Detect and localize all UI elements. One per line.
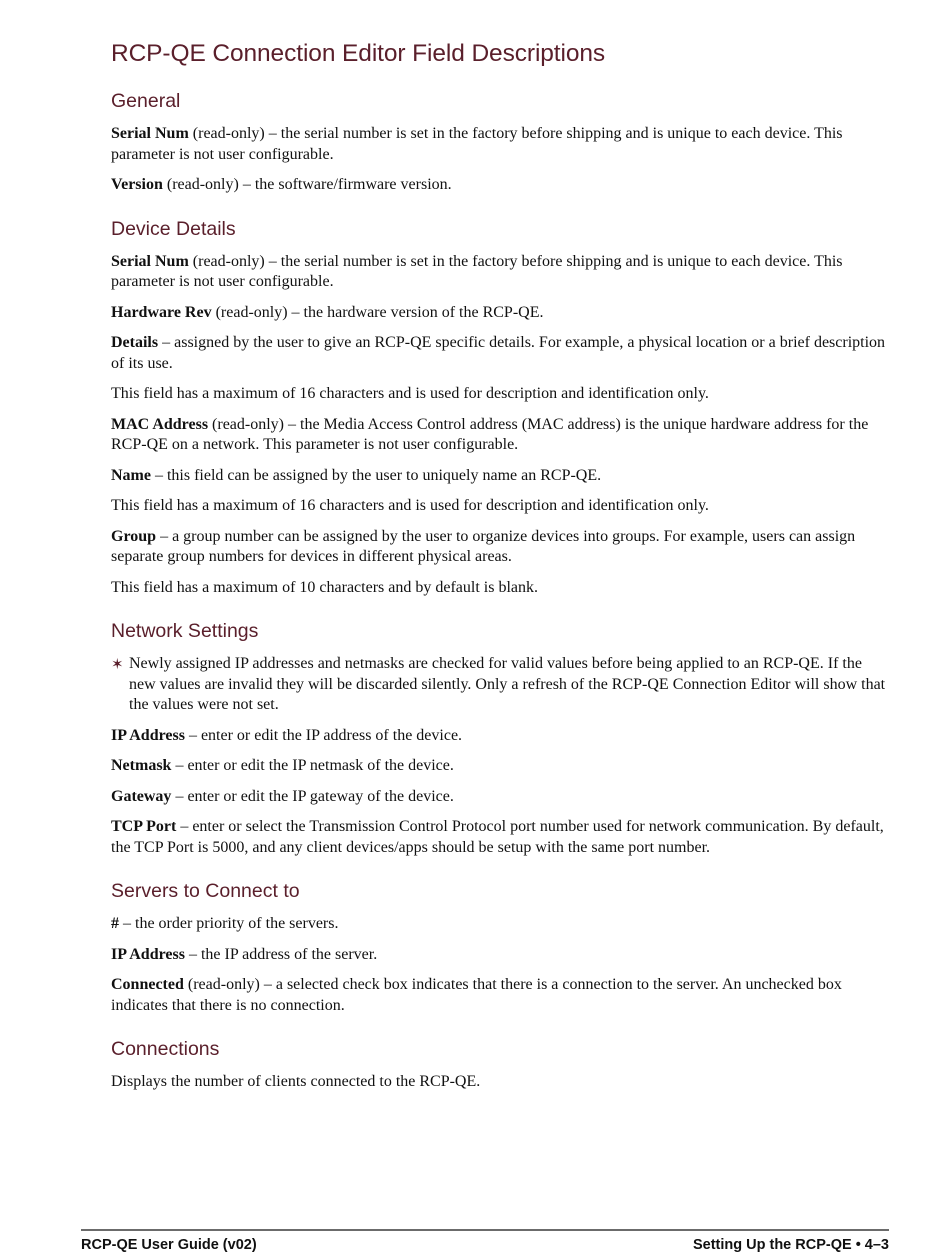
desc-ip-address: – enter or edit the IP address of the device. bbox=[184, 726, 463, 744]
section-connections bbox=[111, 1038, 891, 1093]
term-mac-address: MAC Address bbox=[111, 415, 209, 433]
page-title: RCP-QE Connection Editor Field Descriptions bbox=[111, 40, 606, 67]
desc-tcp-port: – enter or select the Transmission Control Protocol port number used for network communication. By default, the TCP Port is 5000, and any client devices/apps should be setup with the same port number. bbox=[111, 818, 884, 856]
paragraph-tcp-port bbox=[111, 817, 891, 858]
desc-version: (read-only) – the software/firmware version. bbox=[162, 176, 452, 193]
paragraph-details bbox=[111, 333, 891, 374]
section-heading-device-details: Device Details bbox=[111, 217, 236, 240]
paragraph-ip-address bbox=[111, 726, 891, 747]
desc-gateway: – enter or edit the IP gateway of the device. bbox=[171, 787, 454, 805]
paragraph-netmask bbox=[111, 756, 891, 777]
desc-hardware-rev: (read-only) – the hardware version of the RCP-QE. bbox=[211, 303, 544, 321]
section-general bbox=[111, 90, 891, 196]
term-details: Details bbox=[111, 334, 159, 351]
term-tcp-port: TCP Port bbox=[111, 818, 177, 835]
desc-connected: (read-only) – a selected check box indicates that there is a connection to the server. An unchecked box indicates that there is no connection. bbox=[111, 976, 842, 1014]
section-heading-general: General bbox=[111, 90, 181, 112]
section-servers bbox=[111, 880, 891, 1016]
section-network-settings bbox=[111, 620, 891, 858]
note-text: Newly assigned IP addresses and netmasks are checked for valid values before being applied to an RCP-QE. If the new values are invalid they will be discarded silently. Only a refresh of the RCP-QE Connection Editor will show that the values were not set. bbox=[129, 655, 886, 713]
desc-mac-address: (read-only) – the Media Access Control address (MAC address) is the unique hardware address for the RCP-QE on a network. This parameter is not user configurable. bbox=[111, 415, 869, 453]
term-priority: # bbox=[111, 915, 119, 932]
term-hardware-rev: Hardware Rev bbox=[111, 303, 212, 321]
paragraph-gateway bbox=[111, 787, 891, 808]
footer-divider bbox=[81, 1229, 889, 1231]
paragraph-connected bbox=[111, 975, 891, 1016]
paragraph-serial-num bbox=[111, 124, 891, 165]
asterisk-star-icon: ✶ bbox=[111, 655, 124, 673]
desc-priority: – the order priority of the servers. bbox=[119, 915, 339, 932]
term-serial-num: Serial Num bbox=[111, 125, 189, 142]
paragraph-mac-address bbox=[111, 415, 891, 456]
paragraph-serial-num bbox=[111, 252, 891, 293]
term-serial-num: Serial Num bbox=[111, 252, 189, 270]
desc-name: – this field can be assigned by the user to uniquely name an RCP-QE. bbox=[150, 466, 602, 484]
paragraph-server-ip bbox=[111, 945, 891, 966]
paragraph-name-limit: This field has a maximum of 16 characters and is used for description and identification only. bbox=[111, 497, 709, 514]
paragraph-version bbox=[111, 175, 891, 196]
paragraph-connections: Displays the number of clients connected to the RCP-QE. bbox=[111, 1073, 481, 1090]
desc-serial-num: (read-only) – the serial number is set in the factory before shipping and is unique to each device. This parameter is not user configurable. bbox=[111, 252, 843, 290]
paragraph-group bbox=[111, 527, 891, 568]
paragraph-details-limit: This field has a maximum of 16 characters and is used for description and identification only. bbox=[111, 385, 709, 402]
desc-serial-num: (read-only) – the serial number is set in the factory before shipping and is unique to each device. This parameter is not user configurable. bbox=[111, 125, 843, 163]
section-heading-servers: Servers to Connect to bbox=[111, 880, 300, 902]
footer-guide-title: RCP-QE User Guide (v02) bbox=[81, 1237, 257, 1253]
term-netmask: Netmask bbox=[111, 757, 172, 774]
desc-server-ip: – the IP address of the server. bbox=[184, 945, 378, 963]
section-device-details bbox=[111, 218, 891, 599]
desc-details: – assigned by the user to give an RCP-QE specific details. For example, a physical location or a brief description of its use. bbox=[111, 334, 886, 372]
page-content bbox=[111, 40, 891, 1103]
term-connected: Connected bbox=[111, 976, 184, 993]
desc-group: – a group number can be assigned by the user to organize devices into groups. For example, users can assign separate group numbers for devices in different physical areas. bbox=[111, 527, 856, 565]
paragraph-priority bbox=[111, 914, 891, 935]
term-server-ip: IP Address bbox=[111, 945, 185, 963]
footer-page-label: Setting Up the RCP-QE • 4–3 bbox=[692, 1237, 889, 1253]
paragraph-group-limit: This field has a maximum of 10 characters and by default is blank. bbox=[111, 578, 538, 596]
paragraph-name bbox=[111, 466, 891, 487]
paragraph-hardware-rev bbox=[111, 303, 891, 324]
section-heading-connections: Connections bbox=[111, 1038, 220, 1060]
term-version: Version bbox=[111, 176, 163, 193]
note-paragraph bbox=[111, 654, 891, 716]
term-name: Name bbox=[111, 466, 151, 484]
term-ip-address: IP Address bbox=[111, 726, 185, 744]
section-heading-network-settings: Network Settings bbox=[111, 620, 259, 642]
term-gateway: Gateway bbox=[111, 787, 172, 805]
term-group: Group bbox=[111, 527, 157, 545]
desc-netmask: – enter or edit the IP netmask of the device. bbox=[171, 757, 454, 774]
